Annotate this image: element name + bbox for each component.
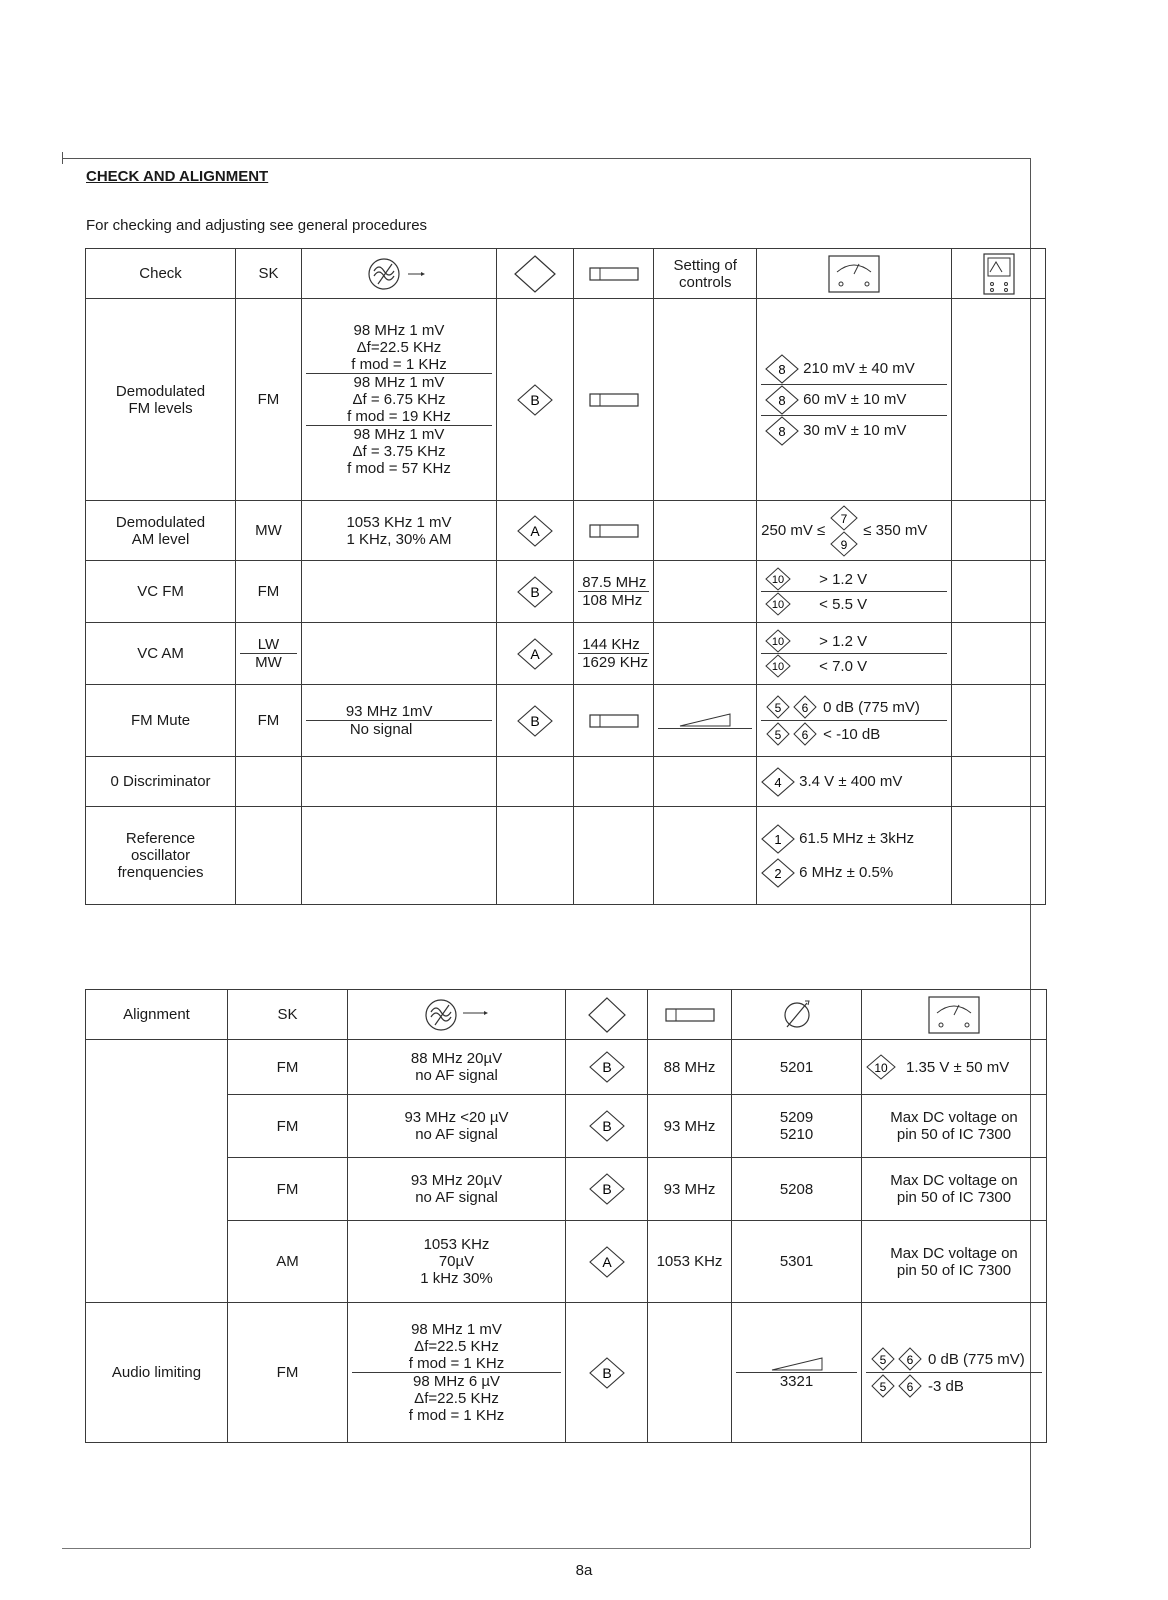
signal-value: 1053 KHz 70µV 1 kHz 30% [348, 1221, 566, 1303]
svg-text:8: 8 [778, 423, 786, 439]
measure-value: < 7.0 V [819, 657, 868, 675]
alignment-label: Audio limiting [86, 1303, 228, 1443]
test-point-cell [497, 623, 574, 685]
tuner-frequency: 1053 KHz [648, 1221, 732, 1303]
measure-value: > 1.2 V [819, 632, 868, 650]
test-point-cell [566, 1221, 648, 1303]
tuner-cell [574, 299, 654, 501]
svg-text:7: 7 [840, 511, 848, 526]
signal-value: 88 MHz 20µV no AF signal [348, 1040, 566, 1095]
measure-point-diamond [765, 592, 791, 616]
sk-value: FM [236, 299, 302, 501]
test-point-diamond-icon [566, 990, 648, 1040]
test-point-diamond [517, 576, 553, 608]
signal-value: 98 MHz 1 mV Δf = 6.75 KHz f mod = 19 KHz [306, 373, 492, 425]
sk-value: FM [228, 1040, 348, 1095]
alignment-table [85, 989, 1047, 1443]
intro-text: For checking and adjusting see general procedures [86, 217, 428, 234]
scope-cell [952, 501, 1046, 561]
test-point-cell [497, 685, 574, 757]
adjust-cell [732, 1303, 862, 1443]
tuner-cell [574, 685, 654, 757]
measure-value: 3.4 V ± 400 mV [799, 773, 903, 790]
check-row-dem-fm [86, 299, 1046, 501]
adjust-component: 5301 [732, 1221, 862, 1303]
measurement-cell [862, 1303, 1047, 1443]
measure-point-pair [765, 721, 819, 747]
alignment-row [86, 1040, 1047, 1095]
svg-text:6: 6 [801, 701, 809, 715]
tuner-frequency-icon [588, 521, 640, 541]
measure-value: Max DC voltage on pin 50 of IC 7300 [862, 1158, 1047, 1221]
check-label: VC FM [86, 561, 236, 623]
test-point-cell [497, 501, 574, 561]
measure-value: Max DC voltage on pin 50 of IC 7300 [862, 1221, 1047, 1303]
measure-point-double-diamond [829, 505, 859, 557]
adjust-component: 3321 [736, 1372, 857, 1390]
adjust-component: 5208 [732, 1158, 862, 1221]
sk-value: MW [240, 653, 297, 671]
test-point-diamond [589, 1110, 625, 1142]
test-point-cell [566, 1158, 648, 1221]
measurement-cell [757, 757, 952, 807]
sk-value: MW [236, 501, 302, 561]
svg-text:5: 5 [774, 728, 782, 742]
measure-point-diamond [765, 654, 791, 678]
check-row-discriminator [86, 757, 1046, 807]
tuner-frequency-icon [588, 711, 640, 731]
adjust-trimmer-icon [732, 990, 862, 1040]
check-table [85, 248, 1046, 905]
alignment-header-row [86, 990, 1047, 1040]
sk-value: LW [257, 636, 280, 653]
check-row-dem-am [86, 501, 1046, 561]
svg-text:A: A [530, 522, 540, 539]
col-check-header: Check [86, 249, 236, 299]
measure-value: < 5.5 V [819, 595, 868, 613]
measure-value: 30 mV ± 10 mV [803, 422, 907, 439]
check-label: Demodulated AM level [86, 501, 236, 561]
sk-value: FM [228, 1158, 348, 1221]
svg-text:6: 6 [906, 1353, 914, 1367]
signal-cell [348, 1303, 566, 1443]
test-point-diamond [589, 1246, 625, 1278]
svg-text:1: 1 [774, 831, 782, 847]
controls-cell [654, 299, 757, 501]
scope-cell [952, 561, 1046, 623]
measure-point-pair [870, 1373, 924, 1399]
page-title: CHECK AND ALIGNMENT [86, 168, 269, 185]
measure-point-diamond [765, 385, 799, 415]
scope-cell [952, 299, 1046, 501]
svg-text:4: 4 [774, 774, 782, 790]
svg-text:10: 10 [772, 574, 785, 586]
signal-cell [301, 623, 496, 685]
tuner-frequency: 93 MHz [648, 1158, 732, 1221]
tuner-frequency: 88 MHz [648, 1040, 732, 1095]
check-label: 0 Discriminator [86, 757, 236, 807]
svg-text:10: 10 [772, 599, 785, 611]
measure-point-diamond [761, 824, 795, 854]
measure-point-diamond [866, 1054, 896, 1080]
col-sk-header: SK [228, 990, 348, 1040]
measure-value: 0 dB (775 mV) [928, 1350, 1025, 1368]
measure-value: Max DC voltage on pin 50 of IC 7300 [862, 1095, 1047, 1158]
svg-text:8: 8 [778, 361, 786, 377]
adjust-component: 5201 [732, 1040, 862, 1095]
measure-point-diamond [765, 416, 799, 446]
alignment-row [86, 1158, 1047, 1221]
tuner-frequency: 144 KHz [582, 636, 640, 653]
tuner-cell [574, 623, 654, 685]
sk-value: FM [228, 1095, 348, 1158]
col-alignment-header: Alignment [86, 990, 228, 1040]
measurement-cell [862, 1040, 1047, 1095]
tuner-frequency: 93 MHz [648, 1095, 732, 1158]
check-header-row [86, 249, 1046, 299]
signal-value: 93 MHz <20 µV no AF signal [348, 1095, 566, 1158]
svg-text:B: B [601, 1181, 612, 1197]
alignment-label-empty [86, 1040, 228, 1303]
svg-text:10: 10 [874, 1061, 888, 1075]
tuner-cell [574, 561, 654, 623]
svg-text:A: A [530, 645, 540, 662]
tuner-frequency: 1629 KHz [578, 653, 649, 671]
measure-value: 6 MHz ± 0.5% [799, 864, 894, 881]
test-point-diamond [517, 384, 553, 416]
measure-point-pair [765, 694, 819, 720]
svg-text:B: B [601, 1118, 612, 1134]
svg-text:9: 9 [840, 537, 848, 552]
svg-text:B: B [530, 583, 540, 600]
tuner-frequency-icon [574, 249, 654, 299]
measure-point-diamond [765, 567, 791, 591]
col-controls-header: Setting of controls [654, 249, 757, 299]
svg-text:10: 10 [772, 636, 785, 648]
sk-cell [236, 623, 302, 685]
svg-text:5: 5 [879, 1380, 887, 1394]
measure-point-diamond [761, 767, 795, 797]
signal-cell [301, 561, 496, 623]
controls-cell [654, 501, 757, 561]
measure-point-pair [870, 1346, 924, 1372]
measurement-cell [757, 501, 952, 561]
signal-value: 98 MHz 6 µV Δf=22.5 KHz f mod = 1 KHz [352, 1372, 561, 1424]
measure-upper-bound: ≤ 350 mV [863, 522, 928, 539]
signal-value: 1053 KHz 1 mV 1 KHz, 30% AM [301, 501, 496, 561]
signal-generator-icon [348, 990, 566, 1040]
signal-value: 93 MHz 20µV no AF signal [348, 1158, 566, 1221]
measure-value: 0 dB (775 mV) [823, 698, 920, 716]
svg-text:8: 8 [778, 392, 786, 408]
signal-generator-icon [301, 249, 496, 299]
measurement-cell [757, 623, 952, 685]
measurement-cell [757, 685, 952, 757]
measure-lower-bound: 250 mV ≤ [761, 522, 826, 539]
measure-value: 61.5 MHz ± 3kHz [799, 830, 915, 847]
oscilloscope-icon [952, 249, 1046, 299]
signal-value: 93 MHz 1mV [345, 703, 433, 720]
check-label: Demodulated FM levels [86, 299, 236, 501]
frame-top-line [62, 158, 1030, 159]
tuner-frequency-icon [588, 390, 640, 410]
signal-value: No signal [306, 720, 492, 738]
sk-value: AM [228, 1221, 348, 1303]
svg-text:6: 6 [906, 1380, 914, 1394]
check-row-vc-am [86, 623, 1046, 685]
check-label: FM Mute [86, 685, 236, 757]
page-number: 8a [575, 1562, 593, 1579]
tuner-frequency-icon [648, 990, 732, 1040]
tuner-cell [648, 1303, 732, 1443]
signal-cell [301, 299, 496, 501]
scope-cell [952, 623, 1046, 685]
measurement-cell [757, 299, 952, 501]
alignment-row [86, 1221, 1047, 1303]
svg-text:B: B [530, 712, 540, 729]
volume-control-icon [658, 712, 752, 728]
test-point-diamond [517, 638, 553, 670]
svg-text:5: 5 [774, 701, 782, 715]
tuner-frequency: 108 MHz [578, 591, 649, 609]
measure-point-diamond [765, 629, 791, 653]
signal-value: 98 MHz 1 mV Δf = 3.75 KHz f mod = 57 KHz [306, 425, 492, 477]
test-point-cell [566, 1095, 648, 1158]
signal-cell [301, 685, 496, 757]
signal-value: 98 MHz 1 mV Δf=22.5 KHz f mod = 1 KHz [408, 1321, 505, 1372]
col-sk-header: SK [236, 249, 302, 299]
signal-value: 98 MHz 1 mV Δf=22.5 KHz f mod = 1 KHz [351, 322, 447, 373]
measure-value: -3 dB [928, 1377, 964, 1395]
volume-control-icon [736, 1356, 857, 1372]
test-point-diamond [589, 1173, 625, 1205]
tuner-cell [574, 501, 654, 561]
check-row-fm-mute [86, 685, 1046, 757]
check-label: VC AM [86, 623, 236, 685]
svg-text:A: A [601, 1253, 612, 1270]
check-row-vc-fm [86, 561, 1046, 623]
frame-bottom-line [62, 1548, 1030, 1549]
svg-text:2: 2 [774, 865, 782, 881]
measure-value: > 1.2 V [819, 570, 868, 588]
measure-point-diamond [765, 354, 799, 384]
svg-text:B: B [601, 1364, 612, 1381]
measure-value: 210 mV ± 40 mV [803, 360, 915, 377]
svg-text:B: B [601, 1059, 612, 1075]
meter-icon [862, 990, 1047, 1040]
test-point-cell [566, 1040, 648, 1095]
sk-value: FM [236, 561, 302, 623]
test-point-diamond [517, 705, 553, 737]
measure-value: 1.35 V ± 50 mV [906, 1058, 1010, 1076]
sk-value: FM [228, 1303, 348, 1443]
adjust-component: 5209 5210 [732, 1095, 862, 1158]
alignment-row-audio-limiting [86, 1303, 1047, 1443]
tuner-frequency: 87.5 MHz [582, 574, 647, 591]
svg-text:6: 6 [801, 728, 809, 742]
alignment-row [86, 1095, 1047, 1158]
controls-cell [654, 685, 757, 757]
test-point-cell [497, 299, 574, 501]
measurement-cell [757, 807, 952, 905]
meter-icon [757, 249, 952, 299]
measure-point-diamond [761, 858, 795, 888]
sk-value: FM [236, 685, 302, 757]
test-point-diamond [589, 1357, 625, 1389]
svg-text:10: 10 [772, 661, 785, 673]
test-point-diamond [589, 1051, 625, 1083]
scope-cell [952, 685, 1046, 757]
svg-text:5: 5 [879, 1353, 887, 1367]
test-point-diamond [517, 515, 553, 547]
test-point-diamond-icon [497, 249, 574, 299]
test-point-label: B [530, 391, 540, 408]
check-label: Reference oscillator frenquencies [86, 807, 236, 905]
test-point-cell [566, 1303, 648, 1443]
check-row-reference [86, 807, 1046, 905]
controls-cell [654, 561, 757, 623]
measurement-cell [757, 561, 952, 623]
controls-cell [654, 623, 757, 685]
test-point-cell [497, 561, 574, 623]
measure-value: 60 mV ± 10 mV [803, 391, 907, 408]
measure-value: < -10 dB [823, 725, 881, 743]
